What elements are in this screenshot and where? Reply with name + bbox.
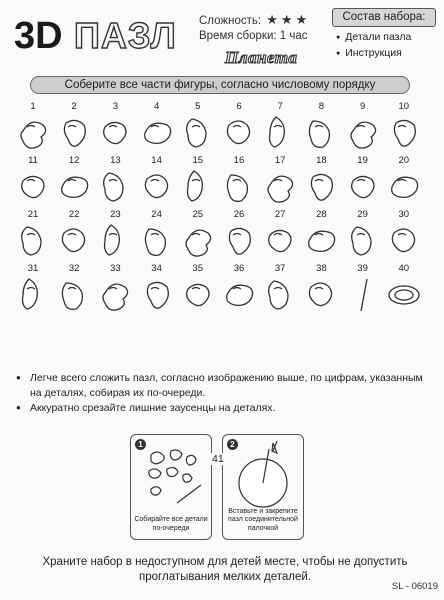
piece-number: 38 (316, 263, 327, 274)
puzzle-piece-icon (222, 221, 256, 259)
puzzle-piece-icon (222, 113, 256, 151)
puzzle-piece-6 (216, 101, 262, 157)
puzzle-piece-icon (57, 113, 91, 151)
puzzle-piece-1 (10, 101, 56, 157)
sphere-assembly-icon (229, 441, 299, 509)
puzzle-piece-icon (98, 167, 132, 205)
puzzle-piece-icon (346, 221, 380, 259)
puzzle-piece-31 (10, 263, 56, 319)
piece-number: 3 (112, 101, 119, 112)
piece-number: 18 (316, 155, 327, 166)
piece-number: 12 (68, 155, 80, 166)
puzzle-piece-11 (10, 155, 56, 211)
piece-number: 32 (68, 263, 80, 274)
puzzle-piece-17 (257, 155, 303, 211)
step-2-caption: Вставьте и закрепите пазл соединительной палочкой (228, 507, 298, 532)
puzzle-piece-38 (298, 263, 344, 319)
puzzle-piece-icon (387, 275, 421, 313)
piece-number: 30 (398, 209, 410, 220)
puzzle-piece-icon (140, 221, 174, 259)
puzzle-piece-28 (298, 209, 344, 265)
kit-item: ● Детали пазла (332, 30, 436, 46)
puzzle-piece-icon (387, 221, 421, 259)
piece-number: 21 (27, 209, 39, 220)
piece-number: 14 (151, 155, 162, 166)
page-title: Планета (225, 48, 298, 67)
puzzle-piece-icon (140, 167, 174, 205)
step-1-caption: Собирайте все детали по-очереди (134, 516, 208, 532)
puzzle-piece-12 (51, 155, 97, 211)
puzzle-piece-27 (257, 209, 303, 265)
puzzle-piece-7 (257, 101, 303, 157)
puzzle-piece-icon (98, 221, 132, 259)
puzzle-piece-19 (340, 155, 386, 211)
puzzle-piece-icon (181, 113, 215, 151)
piece-number: 4 (153, 101, 160, 112)
puzzle-piece-40 (381, 263, 427, 319)
puzzle-piece-23 (92, 209, 138, 265)
puzzle-piece-4 (134, 101, 180, 157)
instruction-item: ● Легче всего сложить пазл, согласно изображению выше, по цифрам, указанным на деталях, собирая их по-очереди. (16, 371, 436, 400)
piece-number: 36 (233, 263, 245, 274)
piece-number: 23 (110, 209, 121, 220)
kit-contents (332, 8, 436, 68)
product-code: SL - 06019 (391, 581, 438, 592)
puzzle-piece-icon (181, 275, 215, 313)
step-1-badge: 1 (135, 439, 146, 450)
puzzle-piece-icon (98, 113, 132, 151)
puzzle-piece-icon (16, 221, 50, 259)
puzzle-piece-14 (134, 155, 180, 211)
piece-number: 11 (28, 155, 38, 166)
puzzle-piece-icon (387, 113, 421, 151)
puzzle-piece-30 (381, 209, 427, 265)
puzzle-piece-icon (222, 167, 256, 205)
puzzle-piece-18 (298, 155, 344, 211)
puzzle-piece-icon (346, 167, 380, 205)
puzzle-piece-icon (140, 113, 174, 151)
kit-item: ● Инструкция (332, 46, 436, 62)
puzzle-piece-39 (340, 263, 386, 319)
piece-number: 28 (316, 209, 327, 220)
puzzle-piece-icon (140, 275, 174, 313)
piece-number: 20 (398, 155, 410, 166)
puzzle-piece-icon (387, 167, 421, 205)
piece-number: 29 (357, 209, 368, 220)
puzzle-piece-icon (181, 221, 215, 259)
puzzle-piece-16 (216, 155, 262, 211)
piece-number: 16 (233, 155, 245, 166)
piece-number: 27 (274, 209, 286, 220)
piece-number: 13 (110, 155, 121, 166)
kit-title: Состав набора: (332, 8, 436, 27)
puzzle-piece-icon (16, 275, 50, 313)
puzzle-piece-21 (10, 209, 56, 265)
piece-number: 7 (277, 101, 283, 112)
step-1-panel (130, 434, 212, 540)
puzzle-piece-icon (57, 167, 91, 205)
puzzle-piece-32 (51, 263, 97, 319)
difficulty-info (199, 12, 310, 44)
puzzle-piece-icon (346, 275, 380, 313)
difficulty-stars: ★★★ (266, 12, 311, 27)
puzzle-piece-icon (304, 221, 338, 259)
kit-list (332, 30, 436, 62)
piece-number: 39 (357, 263, 368, 274)
puzzle-piece-15 (175, 155, 221, 211)
piece-number: 9 (359, 101, 366, 112)
puzzle-piece-3 (92, 101, 138, 157)
piece-number: 40 (398, 263, 410, 274)
piece-number: 1 (30, 101, 36, 112)
piece-number: 35 (192, 263, 204, 274)
puzzle-piece-icon (346, 113, 380, 151)
puzzle-piece-icon (263, 275, 297, 313)
puzzle-piece-5 (175, 101, 221, 157)
puzzle-piece-26 (216, 209, 262, 265)
puzzle-piece-icon (16, 167, 50, 205)
puzzle-piece-icon (263, 167, 297, 205)
difficulty-label: Сложность: (199, 15, 262, 27)
piece-number: 25 (192, 209, 204, 220)
puzzle-piece-22 (51, 209, 97, 265)
puzzle-piece-13 (92, 155, 138, 211)
piece-number: 37 (274, 263, 286, 274)
piece-number: 2 (71, 101, 77, 112)
step-2-panel (222, 434, 304, 540)
safety-warning: Храните набор в недоступном для детей месте, чтобы не допустить проглатывания мелких деталей. (42, 556, 408, 583)
puzzle-piece-icon (57, 275, 91, 313)
puzzle-piece-icon (304, 113, 338, 151)
puzzle-piece-20 (381, 155, 427, 211)
instruction-item: ● Аккуратно срезайте лишние заусенцы на деталях. (16, 401, 436, 416)
logo-word: ПАЗЛ (74, 15, 177, 56)
piece-number: 6 (236, 101, 242, 112)
puzzle-piece-37 (257, 263, 303, 319)
puzzle-piece-29 (340, 209, 386, 265)
piece-number: 22 (68, 209, 80, 220)
piece-number: 8 (318, 101, 325, 112)
puzzle-piece-24 (134, 209, 180, 265)
puzzle-piece-25 (175, 209, 221, 265)
logo (10, 10, 190, 56)
puzzle-piece-35 (175, 263, 221, 319)
assembly-steps (130, 434, 310, 542)
puzzle-piece-icon (304, 167, 338, 205)
puzzle-piece-36 (216, 263, 262, 319)
piece-number: 19 (357, 155, 368, 166)
piece-number: 26 (233, 209, 245, 220)
puzzle-piece-8 (298, 101, 344, 157)
puzzle-piece-icon (263, 221, 297, 259)
puzzle-piece-icon (57, 221, 91, 259)
puzzle-piece-icon (181, 167, 215, 205)
piece-number: 34 (151, 263, 162, 274)
instructions-list (16, 371, 436, 416)
puzzle-piece-34 (134, 263, 180, 319)
puzzle-piece-icon (304, 275, 338, 313)
piece-number: 33 (110, 263, 121, 274)
pieces-illustration-icon (137, 441, 207, 509)
puzzle-piece-icon (222, 275, 256, 313)
piece-number: 5 (195, 101, 201, 112)
puzzle-piece-icon (16, 113, 50, 151)
piece-number: 15 (192, 155, 204, 166)
piece-number: 31 (27, 263, 39, 274)
puzzle-piece-icon (98, 275, 132, 313)
piece-number: 10 (398, 101, 410, 112)
puzzle-piece-33 (92, 263, 138, 319)
puzzle-piece-9 (340, 101, 386, 157)
puzzle-piece-10 (381, 101, 427, 157)
piece-number: 17 (274, 155, 286, 166)
assembly-time: Время сборки: 1 час (199, 30, 308, 42)
step-2-badge: 2 (227, 439, 238, 450)
part-41-label: 41 (212, 453, 224, 465)
puzzle-piece-2 (51, 101, 97, 157)
logo-3d: 3D (14, 15, 63, 56)
instruction-banner: Соберите все части фигуры, согласно числовому порядку (30, 76, 410, 94)
puzzle-piece-icon (263, 113, 297, 151)
piece-number: 24 (151, 209, 162, 220)
